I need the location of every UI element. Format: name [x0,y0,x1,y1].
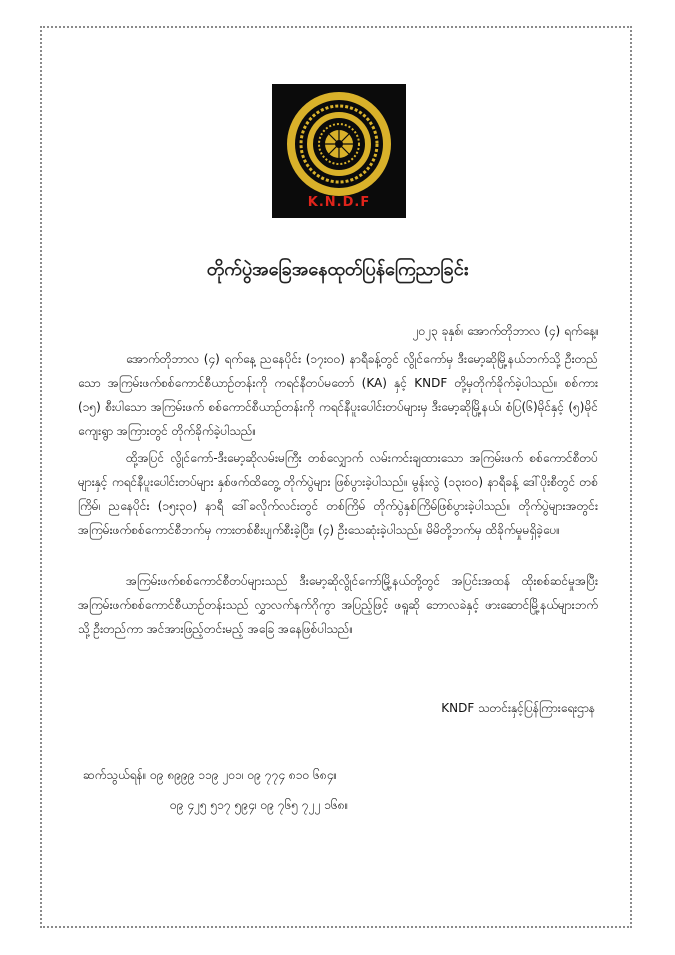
contact-line-1: ဆက်သွယ်ရန်။ ၀၉ ၈၉၉၉ ၁၁၉ ၂၀၁၊ ၀၉ ၇၇၄ ၈၁၀ ၆၈၄။ [83,768,338,782]
kndf-logo [272,84,406,218]
logo-text: K.N.D.F [307,195,371,210]
document-title: တိုက်ပွဲအခြေအနေထုတ်ပြန်ကြေညာခြင်း [206,259,469,280]
paragraph-1: အောက်တိုဘာလ (၄) ရက်နေ့ ညနေပိုင်း (၁၇း၀၀) နာရီခန့်တွင် လွိုင်ကော်မှ ဒီးမော့ဆိုမြို့နယ်ဘက်သို့ ဦးတည်သော အကြမ်းဖက်စစ်ကောင်စီယာဉ်တန်းကို ကရင်နီတပ်မတော် (KA) နှင့် KNDF တို့မှတိုက်ခိုက်ခဲ့ပါသည်။ စစ်ကား (၁၅) စီးပါသော အကြမ်းဖက် စစ်ကောင်စီယာဉ်တန်းကို ကရင်နီပူးပေါင်းတပ်များမှ ဒီးမော့ဆိုမြို့နယ်၊ စံပြ(၆)မိုင်နှင့် (၅)မိုင် ကျေးရွာ အကြားတွင် တိုက်ခိုက်ခဲ့ပါသည်။ [78,352,598,438]
contact-line-2: ၀၉ ၄၂၅ ၅၁၇ ၅၉၄၊ ၀၉ ၇၆၅ ၇၂၂ ၁၆၈။ [170,798,349,812]
signature-department: KNDF သတင်းနှင့်ပြန်ကြားရေးဌာန [441,701,595,715]
paragraph-2: ထို့အပြင် လွိုင်ကော်-ဒီးမော့ဆိုလမ်းမကြီး တစ်လျှောက် လမ်းကင်းချထားသော အကြမ်းဖက် စစ်ကောင်စီတပ်များနှင့် ကရင်နီပူးပေါင်းတပ်များ နှစ်ဖက်ထိတွေ့ တိုက်ပွဲများ ဖြစ်ပွားခဲ့ပါသည်။ မွန်းလွဲ (၁၃း၀၀) နာရီခန့် ဒေါ်ပိုးစီတွင် တစ်ကြိမ်၊ ညနေပိုင်း (၁၅း၃၀) နာရီ ဒေါ်ခလိုက်လင်းတွင် တစ်ကြိမ် တိုက်ပွဲနှစ်ကြိမ်ဖြစ်ပွားခဲ့ပါသည်။ တိုက်ပွဲများအတွင်း အကြမ်းဖက်စစ်ကောင်စီဘက်မှ ကားတစ်စီးပျက်စီးခဲ့ပြီး၊ (၄) ဦးသေဆုံးခဲ့ပါသည်။ မိမိတို့ဘက်မှ ထိခိုက်မှုမရှိခဲ့ပေ။ [78,451,598,537]
paragraph-3: အကြမ်းဖက်စစ်ကောင်စီတပ်များသည် ဒီးမော့ဆိုလွိုင်ကော်မြို့နယ်တို့တွင် အပြင်းအထန် ထိုးစစ်ဆင်မှုအပြီး အကြမ်းဖက်စစ်ကောင်စီယာဉ်တန်းသည် လွှာလက်နက်ဂိုကွာ အပြည့်ဖြင့် ဖရူဆို ဘောလခဲနှင့် ဖားဆောင်မြို့နယ်များဘက်သို့ ဦးတည်ကာ အင်အားဖြည့်တင်းမည့် အခြေ အနေဖြစ်ပါသည်။ [78,574,598,636]
document-date: ၂၀၂၃ ခုနှစ်၊ အောက်တိုဘာလ (၄) ရက်နေ့။ [412,324,599,338]
